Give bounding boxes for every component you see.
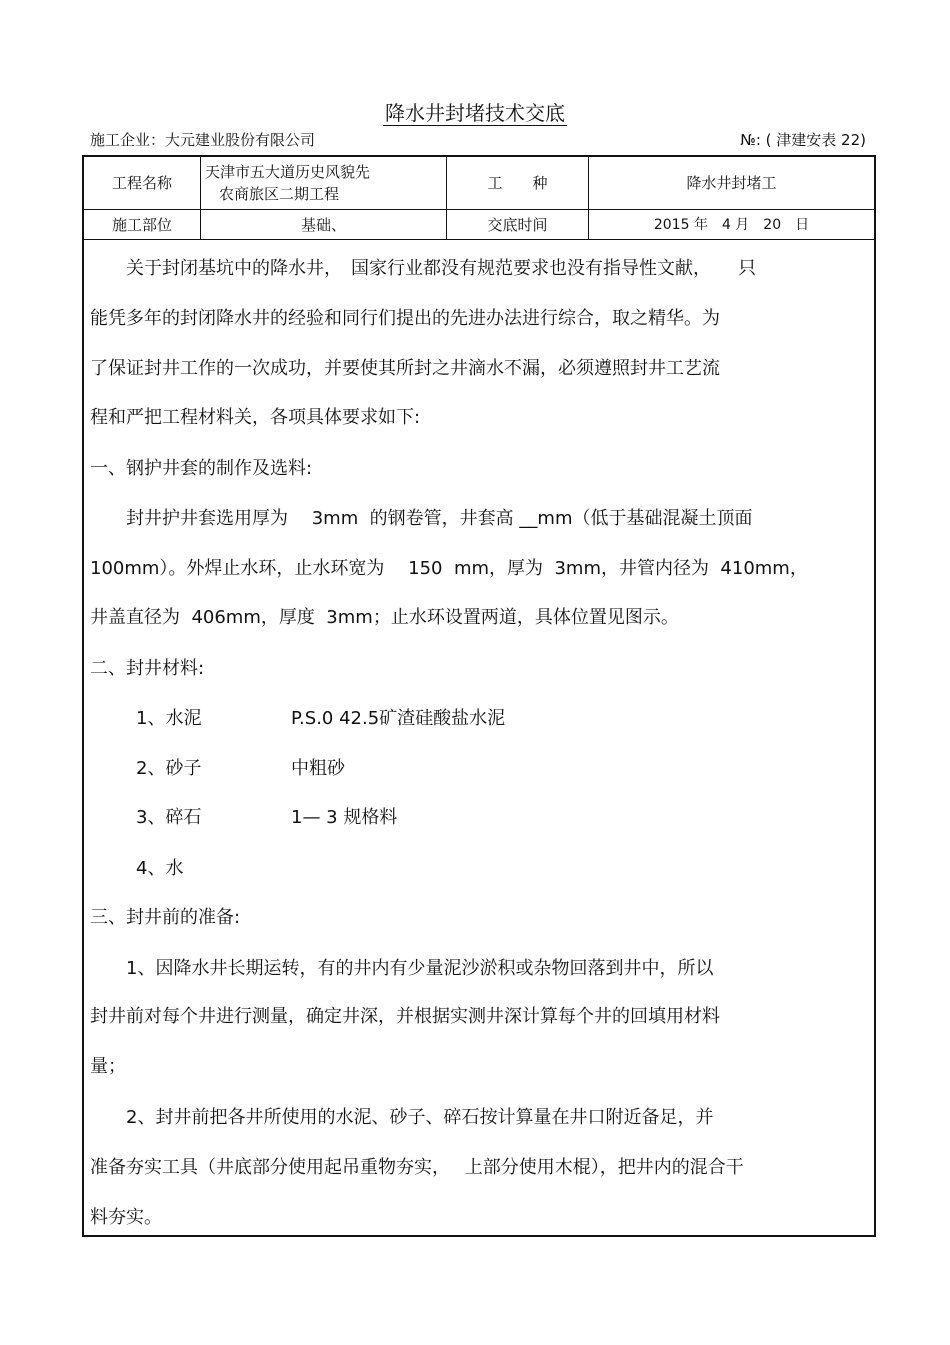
- material-name: 4、水: [136, 858, 184, 879]
- form-number: №: ( 津建安表 22): [740, 131, 866, 149]
- document-title: 降水井封堵技术交底: [385, 101, 565, 125]
- section1-line-3: 井盖直径为 406mm，厚度 3mm；止水环设置两道，具体位置见图示。: [90, 607, 679, 628]
- trade-value: 降水井封堵工: [686, 174, 777, 192]
- project-name-line2: 农商旅区二期工程: [219, 185, 340, 203]
- section1-line-2: 100mm）。外焊止水环，止水环宽为 150 mm，厚为 3mm，井管内径为 410mm，: [90, 558, 808, 579]
- trade-label: 工 种: [487, 174, 548, 192]
- material-name: 1、水泥: [136, 708, 202, 729]
- project-name: [201, 159, 446, 207]
- prep2-line-1: 2、封井前把各井所使用的水泥、砂子、碎石按计算量在井口附近备足，并: [90, 1107, 714, 1128]
- date-value: 2015 年 4 月 20 日: [653, 216, 810, 233]
- project-name-line1: 天津市五大道历史风貌先: [205, 163, 371, 181]
- prep1-line-3: 量；: [90, 1056, 126, 1077]
- prep1-line-1: 1、因降水井长期运转，有的井内有少量泥沙淤积或杂物回落到井中，所以: [90, 958, 714, 979]
- material-spec: P.S.0 42.5矿渣硅酸盐水泥: [291, 708, 506, 729]
- table-divider: [84, 239, 874, 240]
- intro-line-2: 能凭多年的封闭降水井的经验和同行们提出的先进办法进行综合，取之精华。为: [90, 308, 720, 329]
- prep2-line-2: 准备夯实工具（井底部分使用起吊重物夯实， 上部分使用木棍），把井内的混合干: [90, 1157, 744, 1178]
- material-name: 2、砂子: [136, 758, 202, 779]
- section1-heading: 一、钢护井套的制作及选料:: [90, 458, 313, 479]
- intro-line-4: 程和严把工程材料关，各项具体要求如下:: [90, 407, 421, 428]
- prep1-line-2: 封井前对每个井进行测量，确定井深，并根据实测井深计算每个井的回填用材料: [90, 1006, 720, 1027]
- date-label: 交底时间: [487, 215, 548, 234]
- section2-heading: 二、封井材料:: [90, 658, 205, 679]
- material-spec: 1— 3 规格料: [291, 807, 398, 828]
- project-label: 工程名称: [111, 174, 172, 192]
- location-label: 施工部位: [111, 215, 172, 234]
- section1-line-1: 封井护井套选用厚为 3mm 的钢卷管，井套高 __mm（低于基础混凝土顶面: [90, 508, 753, 529]
- material-name: 3、碎石: [136, 807, 202, 828]
- prep2-line-3: 料夯实。: [90, 1207, 162, 1228]
- material-spec: 中粗砂: [291, 758, 345, 779]
- location-value: 基础、: [300, 215, 346, 234]
- company-name: 施工企业：大元建业股份有限公司: [90, 131, 316, 149]
- section3-heading: 三、封井前的准备:: [90, 907, 241, 928]
- intro-line-1: 关于封闭基坑中的降水井， 国家行业都没有规范要求也没有指导性文献， 只: [90, 258, 756, 279]
- intro-line-3: 了保证封井工作的一次成功，并要使其所封之井滴水不漏，必须遵照封井工艺流: [90, 358, 720, 379]
